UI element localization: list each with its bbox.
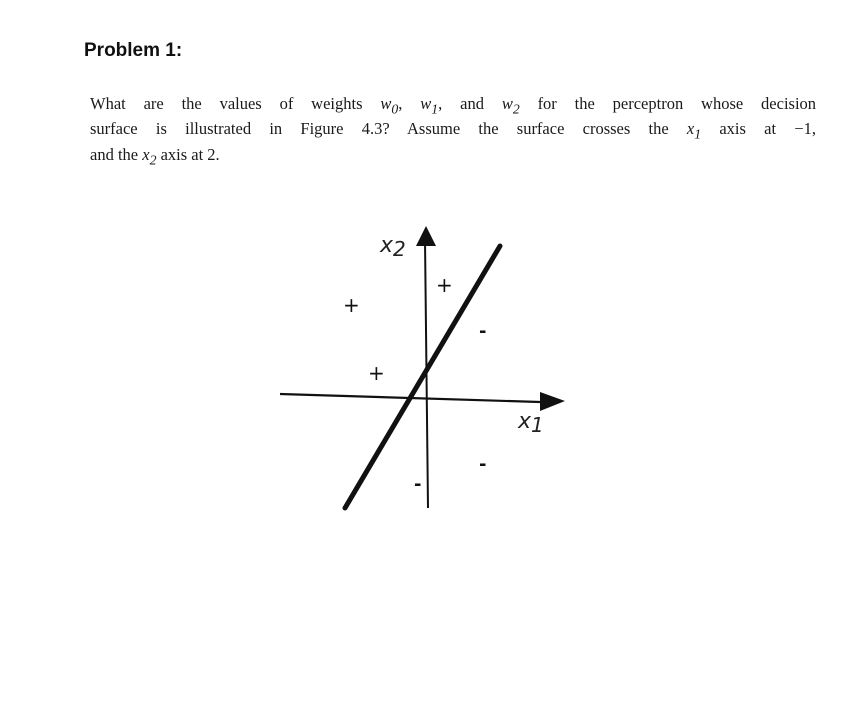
x2-axis-label xyxy=(379,233,406,261)
x2-label-letter: x xyxy=(380,233,394,258)
text-segment: for the perceptron whose decision xyxy=(537,94,817,113)
minus-mark: - xyxy=(479,454,487,475)
problem-heading: Problem 1: xyxy=(84,40,183,61)
minus-mark: - xyxy=(479,321,487,342)
x2-subscript: 2 xyxy=(149,151,157,167)
x2-label-subscript: 2 xyxy=(393,237,406,261)
plus-mark: + xyxy=(436,273,453,297)
minus-mark: - xyxy=(414,474,422,495)
x1-axis-arrowhead xyxy=(540,392,565,411)
x1-symbol: x xyxy=(686,119,695,139)
w1-symbol: w xyxy=(420,94,432,113)
w2-subscript: 2 xyxy=(512,101,520,117)
w2-symbol: w xyxy=(501,94,513,113)
x1-label-letter: x xyxy=(518,409,532,434)
x1-axis-label xyxy=(517,409,544,437)
plus-mark: + xyxy=(343,293,360,317)
plus-mark: + xyxy=(368,361,385,385)
x2-symbol: x xyxy=(142,144,150,164)
w0-subscript: 0 xyxy=(391,101,399,117)
separator: , and xyxy=(438,94,484,113)
text-segment: axis at 2. xyxy=(160,144,220,164)
text-segment: What are the values of weights xyxy=(90,94,363,113)
text-segment: axis at −1, xyxy=(719,119,816,139)
text-segment: surface is illustrated in Figure 4.3? Assume the surface crosses the xyxy=(90,119,669,139)
separator: , xyxy=(398,94,403,113)
x1-subscript: 1 xyxy=(694,126,702,142)
w1-subscript: 1 xyxy=(431,101,439,117)
x2-axis-arrowhead xyxy=(416,226,436,246)
x1-label-subscript: 1 xyxy=(531,413,544,437)
text-segment: and the xyxy=(90,144,139,164)
w0-symbol: w xyxy=(380,94,392,113)
